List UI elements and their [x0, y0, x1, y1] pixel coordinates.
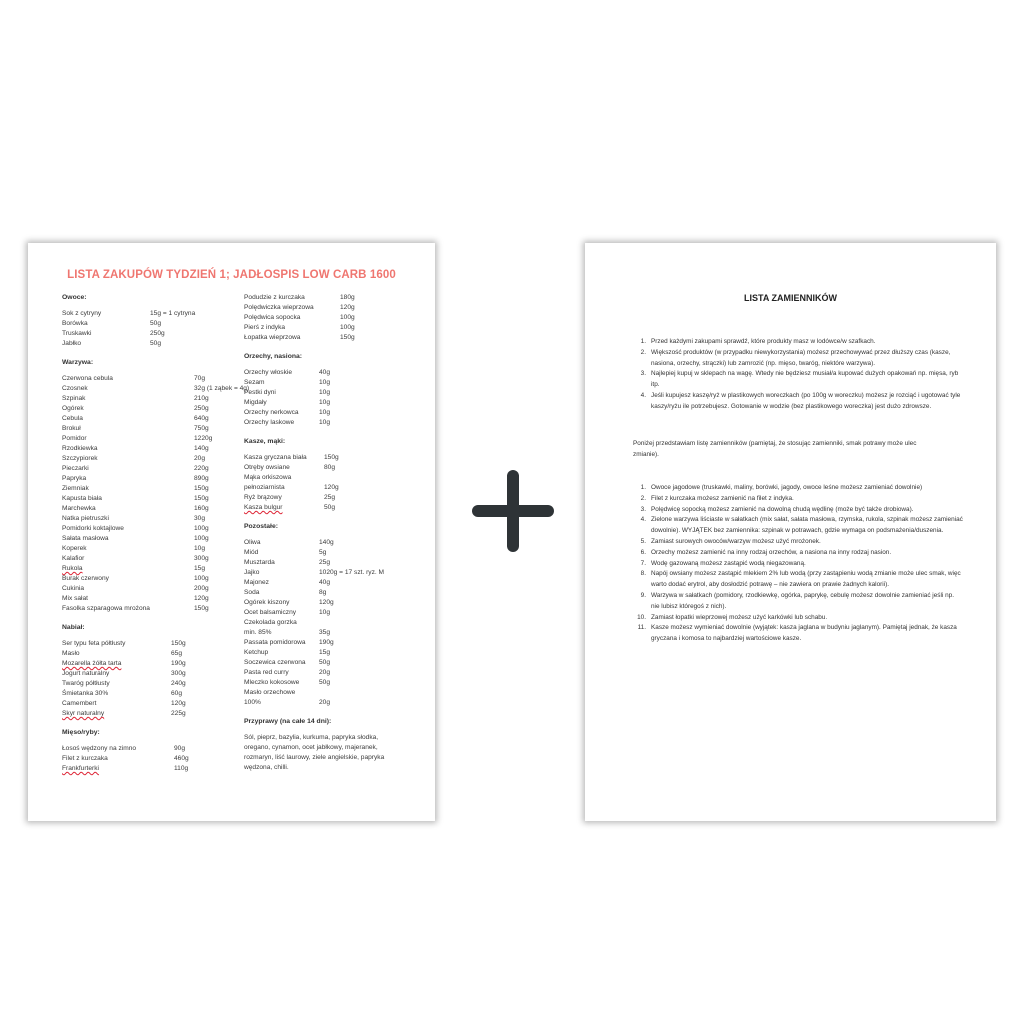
list-item-text: Zamiast łopatki wieprzowej możesz użyć karkówki lub schabu. — [651, 613, 828, 621]
item-amount: 100g — [194, 535, 209, 542]
item-name: Pomidor — [62, 435, 87, 442]
list-item — [62, 584, 242, 594]
list-item — [62, 754, 242, 764]
substitutes-list — [633, 483, 963, 645]
item-name: Sok z cytryny — [62, 310, 102, 317]
item-name: Polędwiczka wieprzowa — [244, 304, 314, 311]
item-amount: 25g — [319, 559, 331, 566]
item-amount: 120g — [319, 599, 334, 606]
section-title: Owoce: — [62, 294, 87, 301]
item-amount: 100g — [340, 314, 355, 321]
section-title: Orzechy, nasiona: — [244, 353, 303, 360]
item-name: Masło orzechowe — [244, 689, 296, 696]
item-name: Frankfurterki — [62, 765, 100, 772]
list-item — [62, 444, 242, 454]
item-name: Ryż brązowy — [244, 494, 282, 501]
item-amount: 20g — [319, 699, 331, 706]
list-item-text: Jeśli kupujesz kaszę/ryż w plastikowych woreczkach (po 100g w woreczku) możesz je rozciąć i ugotować tyle kaszy/ryżu ile potrzebujesz. Gotowanie w wodzie (bez plastikowego woreczka) jest dużo zdrowsze. — [651, 391, 961, 410]
list-item: 10. Zamiast łopatki wieprzowej możesz użyć karkówki lub schabu. — [633, 613, 963, 624]
item-amount: 32g (1 ząbek = 4g) — [194, 385, 250, 392]
list-item — [62, 414, 242, 424]
list-item-text: Wodę gazowaną możesz zastąpić wodą niegazowaną. — [651, 559, 806, 567]
item-name: Śmietanka 30% — [62, 690, 109, 697]
item-name: Cukinia — [62, 585, 84, 592]
list-item: 7. Wodę gazowaną możesz zastąpić wodą niegazowaną. — [633, 559, 963, 570]
list-item — [62, 649, 242, 659]
item-name: Musztarda — [244, 559, 275, 566]
list-item — [244, 313, 424, 323]
item-name: Ziemniak — [62, 485, 89, 492]
list-item — [244, 303, 424, 313]
list-section — [62, 623, 242, 719]
item-name: Mąka orkiszowa — [244, 474, 292, 481]
list-section — [62, 358, 250, 614]
list-section — [244, 522, 424, 708]
item-name: Skyr naturalny — [62, 710, 105, 717]
item-amount: 180g — [340, 294, 355, 301]
list-item — [62, 574, 242, 584]
list-item — [62, 339, 242, 349]
list-item — [62, 464, 242, 474]
list-item: 3. Polędwicę sopocką możesz zamienić na dowolną chudą wędlinę (może być także drobiowa). — [633, 505, 963, 516]
list-item — [244, 608, 424, 618]
shopping-list-title: LISTA ZAKUPÓW TYDZIEŃ 1; JADŁOSPIS LOW CARB 1600 — [67, 269, 396, 281]
item-amount: 240g — [171, 680, 186, 687]
item-amount: 100g — [194, 525, 209, 532]
list-item — [62, 424, 242, 434]
item-name: Fasolka szparagowa mrożona — [62, 605, 150, 612]
list-item — [62, 474, 242, 484]
item-name: Jogurt naturalny — [62, 670, 110, 677]
item-amount: 150g — [171, 640, 186, 647]
item-amount: 150g — [340, 334, 355, 341]
list-item-text: Owoce jagodowe (truskawki, maliny, borówki, jagody, owoce leśne możesz zamieniać dowolnie) — [651, 484, 923, 491]
list-item-text: Najlepiej kupuj w sklepach na wagę. Wtedy nie będziesz musiał/a kupować dużych opakowań np. mięsa, ryb itp. — [651, 370, 959, 389]
item-name: Ogórek — [62, 405, 84, 412]
list-item — [244, 378, 424, 388]
list-item-text: Kasze możesz wymieniać dowolnie (wyjątek: kasza jaglana w budyniu jaglanym). Pamiętaj jednak, że kasza gryczana i komosa to najbardziej wartościowe kasze. — [651, 624, 957, 643]
item-amount: 150g — [194, 495, 209, 502]
list-item — [62, 709, 242, 719]
item-name: Kalafior — [62, 555, 85, 562]
item-amount: 25g — [324, 494, 336, 501]
list-item — [62, 744, 242, 754]
list-item — [244, 588, 424, 598]
item-name: Pestki dyni — [244, 389, 276, 396]
item-name: min. 85% — [244, 629, 272, 636]
section-title: Kasze, mąki: — [244, 438, 286, 445]
list-item: 6. Orzechy możesz zamienić na inny rodzaj orzechów, a nasiona na inny rodzaj nasion. — [633, 548, 963, 559]
item-name: Kasza gryczana biała — [244, 454, 307, 461]
list-item: 5. Zamiast surowych owoców/warzyw możesz użyć mrożonek. — [633, 537, 963, 548]
item-name: Podudzie z kurczaka — [244, 294, 305, 301]
list-item — [244, 658, 424, 668]
item-name: Jabłko — [62, 340, 82, 347]
list-item — [244, 453, 424, 463]
item-name: Majonez — [244, 579, 269, 586]
list-item — [244, 408, 424, 418]
list-item — [244, 493, 424, 503]
list-item — [62, 554, 242, 564]
item-name: Ocet balsamiczny — [244, 609, 297, 616]
item-name: Burak czerwony — [62, 575, 109, 582]
list-item — [244, 418, 424, 428]
item-amount: 35g — [319, 629, 331, 636]
item-amount: 40g — [319, 579, 331, 586]
item-name: Orzechy nerkowca — [244, 409, 299, 416]
item-name: Brokuł — [62, 425, 81, 432]
list-item: 3. Najlepiej kupuj w sklepach na wagę. Wtedy nie będziesz musiał/a kupować dużych opakowań np. mięsa, ryb itp. — [633, 369, 963, 391]
list-item — [244, 473, 424, 483]
shopping-list-column-right — [244, 293, 424, 782]
list-section — [244, 293, 424, 343]
list-item — [244, 398, 424, 408]
list-item-text: Przed każdymi zakupami sprawdź, które produkty masz w lodówce/w szafkach. — [651, 338, 876, 345]
list-item — [244, 483, 424, 493]
item-name: Rzodkiewka — [62, 445, 98, 452]
list-section — [244, 352, 424, 428]
shopping-list-page — [28, 243, 435, 821]
list-item — [62, 329, 242, 339]
list-item-text: Zielone warzywa liściaste w sałatkach (mix sałat, sałata masłowa, rzymska, rukola, szpinak możesz zamieniać dowolnie). WYJĄTEK bez zamiennika: szpinak w potrawach, gdzie wymaga on podsmażenia/duszenia. — [651, 516, 963, 535]
item-name: Borówka — [62, 320, 88, 327]
list-section — [62, 728, 242, 774]
section-title: Warzywa: — [62, 359, 94, 366]
item-amount: 90g — [174, 745, 186, 752]
list-item — [62, 604, 242, 614]
list-item — [62, 404, 242, 414]
item-amount: 250g — [194, 405, 209, 412]
list-item — [62, 669, 242, 679]
list-item — [62, 699, 242, 709]
item-amount: 250g — [150, 330, 165, 337]
list-item — [62, 564, 242, 574]
item-amount: 20g — [194, 455, 206, 462]
item-name: Marchewka — [62, 505, 96, 512]
list-item — [62, 394, 242, 404]
item-name: Ogórek kiszony — [244, 599, 290, 606]
list-item — [244, 293, 424, 303]
item-amount: 60g — [171, 690, 183, 697]
substitutes-page — [585, 243, 996, 821]
item-name: Polędwica sopocka — [244, 314, 301, 321]
list-item-text: Napój owsiany możesz zastąpić mlekiem 2% lub wodą (przy zastąpieniu wodą zmianie może ulec smak, więc warto dodać erytrol, aby dosłodzić potrawę – nie zawiera on prawie żadnych kalorii). — [651, 570, 961, 589]
item-amount: 10g — [319, 409, 331, 416]
spices-text: Sól, pieprz, bazylia, kurkuma, papryka słodka, oregano, cynamon, ocet jabłkowy, majeranek, rozmaryn, liść laurowy, ziele angielskie, papryka wędzona, chilli. — [244, 734, 385, 771]
list-item: 11. Kasze możesz wymieniać dowolnie (wyjątek: kasza jaglana w budyniu jaglanym). Pamiętaj jednak, że kasza gryczana i komosa to najbardziej wartościowe kasze. — [633, 623, 963, 645]
item-name: Kapusta biała — [62, 495, 102, 502]
item-amount: 10g — [319, 419, 331, 426]
list-item-text: Orzechy możesz zamienić na inny rodzaj orzechów, a nasiona na inny rodzaj nasion. — [651, 548, 892, 556]
item-name: Twaróg półtłusty — [62, 680, 110, 687]
item-name: Łopatka wieprzowa — [244, 334, 301, 341]
list-item — [244, 323, 424, 333]
list-item-text: Zamiast surowych owoców/warzyw możesz użyć mrożonek. — [651, 537, 821, 545]
list-item — [62, 484, 242, 494]
item-amount: 15g — [194, 565, 206, 572]
list-item — [62, 689, 242, 699]
list-item — [244, 688, 424, 698]
list-item: 4. Zielone warzywa liściaste w sałatkach (mix sałat, sałata masłowa, rzymska, rukola, szpinak możesz zamieniać dowolnie). WYJĄTEK bez zamiennika: szpinak w potrawach, gdzie wymaga on podsmażenia/duszenia. — [633, 515, 963, 537]
item-amount: 200g — [194, 585, 209, 592]
list-item — [62, 639, 242, 649]
item-amount: 5g — [319, 549, 327, 556]
item-amount: 150g — [324, 454, 339, 461]
item-name: Orzechy włoskie — [244, 369, 293, 376]
tips-list — [633, 337, 963, 413]
list-item: 1. Przed każdymi zakupami sprawdź, które produkty masz w lodówce/w szafkach. — [633, 337, 963, 348]
list-item — [62, 374, 242, 384]
item-name: Pomidorki koktajlowe — [62, 525, 124, 532]
list-section — [62, 293, 242, 349]
item-amount: 80g — [324, 464, 336, 471]
item-name: Ser typu feta półtłusty — [62, 640, 126, 647]
item-name: Migdały — [244, 399, 267, 406]
item-name: Masło — [62, 650, 80, 657]
item-name: Miód — [244, 549, 259, 556]
shopping-list-column-left — [62, 293, 250, 783]
list-item — [244, 618, 424, 628]
item-name: pełnoziarnista — [244, 484, 285, 491]
item-name: Pieczarki — [62, 465, 89, 472]
list-item: 2. Filet z kurczaka możesz zamienić na filet z indyka. — [633, 494, 963, 505]
list-item: 1. Owoce jagodowe (truskawki, maliny, borówki, jagody, owoce leśne możesz zamieniać dowolnie) — [633, 483, 963, 494]
list-section — [244, 437, 424, 513]
list-item-text: Warzywa w sałatkach (pomidory, rzodkiewkę, ogórka, paprykę, cebulę możesz dowolnie zamieniać jeśli np. nie lubisz któregoś z nich). — [651, 591, 954, 610]
item-amount: 50g — [150, 320, 162, 327]
list-item — [62, 544, 242, 554]
list-item — [244, 578, 424, 588]
list-item — [244, 668, 424, 678]
list-item — [244, 568, 424, 578]
list-item — [62, 594, 242, 604]
plus-icon — [472, 470, 554, 552]
list-item — [244, 598, 424, 608]
item-amount: 100g — [194, 575, 209, 582]
item-name: Cebula — [62, 415, 83, 422]
item-amount: 140g — [194, 445, 209, 452]
list-item — [62, 434, 242, 444]
item-amount: 40g — [319, 369, 331, 376]
item-amount: 15g — [319, 649, 331, 656]
item-name: Sezam — [244, 379, 265, 386]
list-item — [244, 333, 424, 343]
item-name: Oliwa — [244, 539, 261, 546]
substitutes-intro: Poniżej przedstawiam listę zamienników (pamiętaj, że stosując zamienniki, smak potrawy może ulec zmianie). — [633, 440, 917, 458]
item-amount: 110g — [174, 765, 189, 772]
list-item — [244, 678, 424, 688]
item-amount: 15g = 1 cytryna — [150, 310, 196, 317]
section-title: Nabiał: — [62, 624, 85, 631]
item-name: Otręby owsiane — [244, 464, 290, 471]
item-name: Czosnek — [62, 385, 88, 392]
list-item — [62, 514, 242, 524]
list-item: 2. Większość produktów (w przypadku niewykorzystania) możesz przechowywać przez dłuższy czas (kasze, nasiona, orzechy, strączki) lub zamrozić (np. mięso, twaróg, niektóre warzywa). — [633, 348, 963, 370]
item-name: Natka pietruszki — [62, 515, 109, 522]
item-name: Soczewica czerwona — [244, 659, 306, 666]
item-amount: 190g — [171, 660, 186, 667]
list-item — [244, 648, 424, 658]
item-name: Jajko — [244, 569, 260, 576]
item-amount: 50g — [324, 504, 336, 511]
item-name: Truskawki — [62, 330, 92, 337]
item-name: Szczypiorek — [62, 455, 98, 462]
item-amount: 300g — [194, 555, 209, 562]
list-item — [62, 534, 242, 544]
item-name: Mleczko kokosowe — [244, 679, 300, 686]
item-name: Camembert — [62, 700, 97, 707]
item-amount: 50g — [319, 659, 331, 666]
list-item-text: Filet z kurczaka możesz zamienić na filet z indyka. — [651, 494, 794, 502]
item-name: Soda — [244, 589, 260, 596]
list-item — [244, 503, 424, 513]
list-item — [62, 384, 250, 394]
list-item — [62, 309, 242, 319]
list-item-text: Polędwicę sopocką możesz zamienić na dowolną chudą wędlinę (może być także drobiowa). — [651, 505, 914, 513]
item-amount: 140g — [319, 539, 334, 546]
list-item: 9. Warzywa w sałatkach (pomidory, rzodkiewkę, ogórka, paprykę, cebulę możesz dowolnie zamieniać jeśli np. nie lubisz któregoś z nich). — [633, 591, 963, 613]
list-item — [244, 558, 424, 568]
list-item — [244, 698, 424, 708]
item-name: Mozarella żółta tarta — [62, 660, 122, 667]
list-item — [62, 454, 242, 464]
list-item — [244, 368, 424, 378]
item-name: Kasza bulgur — [244, 504, 283, 511]
list-item — [244, 538, 424, 548]
substitutes-title: LISTA ZAMIENNIKÓW — [744, 293, 837, 303]
section-title: Przyprawy (na całe 14 dni): — [244, 718, 332, 725]
item-amount: 10g — [319, 609, 331, 616]
item-amount: 750g — [194, 425, 209, 432]
item-amount: 100g — [340, 324, 355, 331]
item-amount: 120g — [171, 700, 186, 707]
item-name: Pasta red curry — [244, 669, 289, 676]
list-item — [62, 504, 242, 514]
item-amount: 1020g = 17 szt. ryz. M — [319, 569, 385, 576]
item-amount: 8g — [319, 589, 327, 596]
item-amount: 30g — [194, 515, 206, 522]
item-name: Pierś z indyka — [244, 324, 286, 331]
item-amount: 890g — [194, 475, 209, 482]
item-amount: 120g — [340, 304, 355, 311]
list-item — [244, 388, 424, 398]
item-amount: 70g — [194, 375, 206, 382]
item-amount: 1220g — [194, 435, 213, 442]
item-amount: 460g — [174, 755, 189, 762]
list-item — [244, 463, 424, 473]
item-amount: 10g — [319, 379, 331, 386]
item-amount: 150g — [194, 605, 209, 612]
list-item — [244, 628, 424, 638]
item-name: Passata pomidorowa — [244, 639, 306, 646]
item-amount: 10g — [319, 389, 331, 396]
list-item: 4. Jeśli kupujesz kaszę/ryż w plastikowych woreczkach (po 100g w woreczku) możesz je rozciąć i ugotować tyle kaszy/ryżu ile potrzebujesz. Gotowanie w wodzie (bez plastikowego woreczka) jest dużo zdrowsze. — [633, 391, 963, 413]
item-name: 100% — [244, 699, 261, 706]
item-amount: 65g — [171, 650, 183, 657]
item-amount: 160g — [194, 505, 209, 512]
item-name: Ketchup — [244, 649, 269, 656]
item-amount: 20g — [319, 669, 331, 676]
item-amount: 225g — [171, 710, 186, 717]
item-amount: 120g — [324, 484, 339, 491]
spices-section — [244, 717, 424, 773]
item-name: Papryka — [62, 475, 87, 482]
item-amount: 10g — [194, 545, 206, 552]
item-name: Sałata masłowa — [62, 535, 109, 542]
list-item — [244, 638, 424, 648]
item-amount: 300g — [171, 670, 186, 677]
item-amount: 210g — [194, 395, 209, 402]
item-name: Szpinak — [62, 395, 86, 402]
section-title: Mięso/ryby: — [62, 729, 100, 736]
item-name: Łosoś wędzony na zimno — [62, 745, 137, 752]
list-item — [244, 548, 424, 558]
item-amount: 120g — [194, 595, 209, 602]
list-item — [62, 319, 242, 329]
item-amount: 50g — [319, 679, 331, 686]
item-amount: 10g — [319, 399, 331, 406]
section-title: Pozostałe: — [244, 523, 278, 530]
list-item: 8. Napój owsiany możesz zastąpić mlekiem 2% lub wodą (przy zastąpieniu wodą zmianie może ulec smak, więc warto dodać erytrol, aby dosłodzić potrawę – nie zawiera on prawie żadnych kalorii). — [633, 569, 963, 591]
list-item — [62, 764, 242, 774]
item-amount: 150g — [194, 485, 209, 492]
item-name: Czekolada gorzka — [244, 619, 297, 626]
list-item — [62, 524, 242, 534]
list-item — [62, 659, 242, 669]
item-name: Koperek — [62, 545, 87, 552]
item-name: Orzechy laskowe — [244, 419, 295, 426]
item-amount: 190g — [319, 639, 334, 646]
item-name: Filet z kurczaka — [62, 755, 108, 762]
list-item-text: Większość produktów (w przypadku niewykorzystania) możesz przechowywać przez dłuższy czas (kasze, nasiona, orzechy, strączki) lub zamrozić (np. mięso, twaróg, niektóre warzywa). — [651, 348, 951, 367]
list-item — [62, 679, 242, 689]
item-amount: 220g — [194, 465, 209, 472]
list-item — [62, 494, 242, 504]
item-amount: 50g — [150, 340, 162, 347]
item-name: Mix sałat — [62, 595, 89, 602]
item-name: Czerwona cebula — [62, 375, 113, 382]
item-name: Rukola — [62, 565, 83, 572]
item-amount: 640g — [194, 415, 209, 422]
